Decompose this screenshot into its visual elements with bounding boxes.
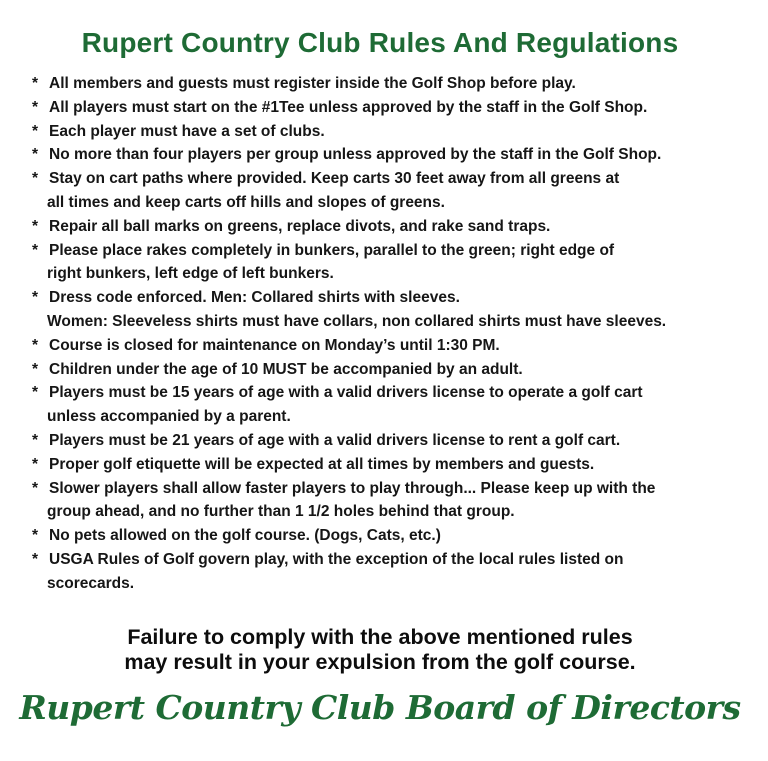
rule-text: Dress code enforced. Men: Collared shirts with sleeves. (49, 289, 460, 307)
bullet-star: * (32, 360, 39, 378)
rule-text-continued: right bunkers, left edge of left bunkers. (47, 265, 334, 283)
rule-text: Players must be 21 years of age with a valid drivers license to rent a golf cart. (49, 431, 621, 449)
rule-text: No pets allowed on the golf course. (Dogs, Cats, etc.) (49, 527, 441, 545)
rule-text: USGA Rules of Golf govern play, with the exception of the local rules listed on (49, 550, 624, 568)
bullet-star: * (32, 98, 39, 116)
bullet-star: * (32, 241, 39, 259)
bullet-star: * (32, 289, 39, 307)
bullet-star: * (32, 217, 39, 235)
rule-text-continued: group ahead, and no further than 1 1/2 holes behind that group. (47, 503, 515, 521)
rule-text-continued: unless accompanied by a parent. (47, 408, 291, 426)
rule-item (32, 453, 760, 477)
bullet-star: * (32, 146, 39, 164)
page-title: Rupert Country Club Rules And Regulations (81, 27, 679, 58)
bullet-star: * (32, 527, 39, 545)
rule-text-continued: all times and keep carts off hills and slopes of greens. (47, 193, 445, 211)
rules-list (32, 72, 760, 596)
rule-text: All players must start on the #1Tee unless approved by the staff in the Golf Shop. (49, 98, 648, 116)
bullet-star: * (32, 75, 39, 92)
rule-item (32, 524, 760, 548)
bullet-star: * (32, 550, 39, 568)
rule-text: Course is closed for maintenance on Monday’s until 1:30 PM. (49, 336, 500, 354)
rule-item (32, 358, 760, 382)
notice-line-1: Failure to comply with the above mentioned rules (127, 625, 633, 649)
bullet-star: * (32, 479, 39, 497)
rule-text: All members and guests must register inside the Golf Shop before play. (49, 75, 576, 92)
rule-item (32, 120, 760, 144)
rule-text-continued: scorecards. (47, 574, 135, 592)
rule-text: Repair all ball marks on greens, replace divots, and rake sand traps. (49, 217, 551, 235)
board-signature: Rupert Country Club Board of Directors (19, 688, 741, 727)
bullet-star: * (32, 336, 39, 354)
bullet-star: * (32, 455, 39, 473)
notice-line-2: may result in your expulsion from the golf course. (124, 650, 636, 674)
rule-text: Proper golf etiquette will be expected at all times by members and guests. (49, 455, 595, 473)
rule-item (32, 167, 760, 215)
rule-item (32, 286, 760, 334)
rule-text: Players must be 15 years of age with a valid drivers license to operate a golf cart (49, 384, 643, 402)
rule-text: Please place rakes completely in bunkers, parallel to the green; right edge of (49, 241, 615, 259)
rule-item (32, 239, 760, 287)
rule-text: Each player must have a set of clubs. (49, 122, 325, 140)
rule-text: No more than four players per group unless approved by the staff in the Golf Shop. (49, 146, 662, 164)
compliance-notice (0, 625, 760, 675)
bullet-star: * (32, 431, 39, 449)
rule-item (32, 72, 760, 96)
rule-item (32, 143, 760, 167)
rule-item (32, 548, 760, 596)
rule-text-continued: Women: Sleeveless shirts must have collars, non collared shirts must have sleeves. (47, 312, 667, 330)
rule-item (32, 429, 760, 453)
rule-text: Children under the age of 10 MUST be accompanied by an adult. (49, 360, 523, 378)
rule-text: Stay on cart paths where provided. Keep carts 30 feet away from all greens at (49, 170, 620, 188)
rule-item (32, 96, 760, 120)
rule-text: Slower players shall allow faster players to play through... Please keep up with the (49, 479, 656, 497)
rule-item (32, 477, 760, 525)
bullet-star: * (32, 122, 39, 140)
rule-item (32, 334, 760, 358)
rule-item (32, 215, 760, 239)
bullet-star: * (32, 384, 39, 402)
rule-item (32, 381, 760, 429)
bullet-star: * (32, 170, 39, 188)
